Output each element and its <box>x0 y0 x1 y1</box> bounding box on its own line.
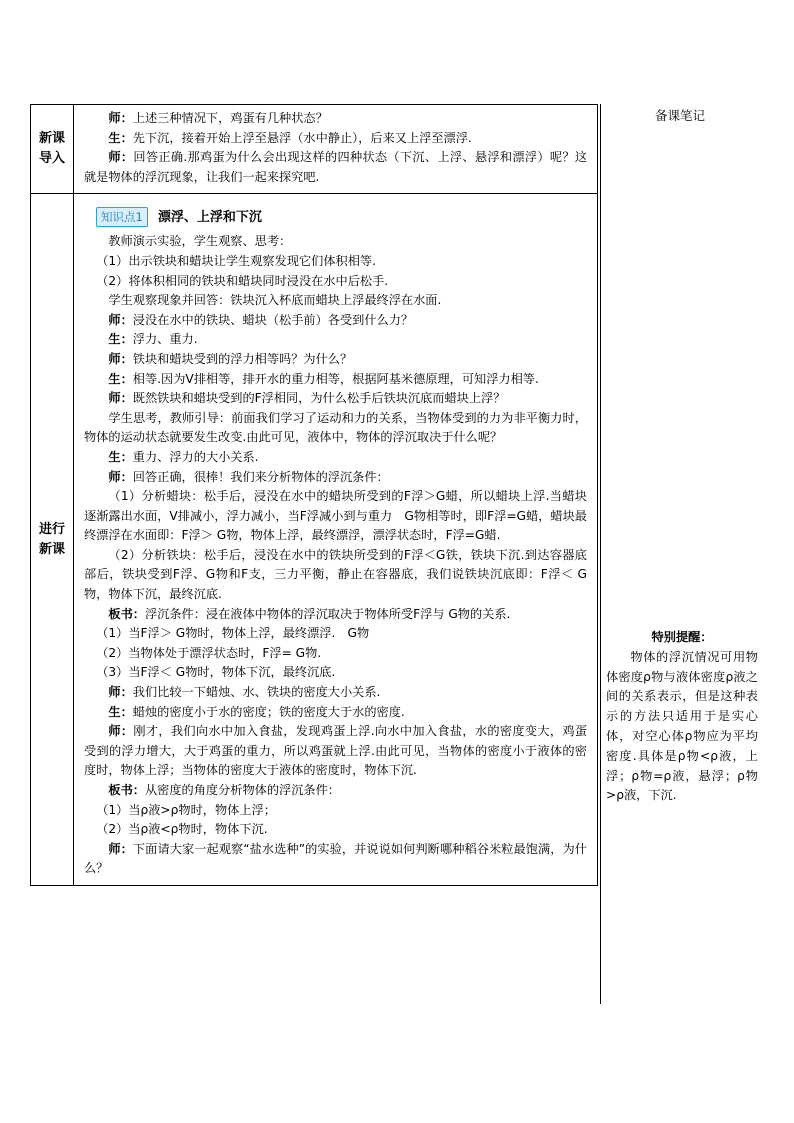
paragraph <box>84 546 587 605</box>
speaker-label: 生： <box>108 332 133 347</box>
paragraph-text: （1）当ρ液>ρ物时，物体上浮； <box>96 802 276 817</box>
paragraph-text: 教师演示实验，学生观察、思考： <box>108 234 292 249</box>
paragraph <box>84 468 587 488</box>
paragraph <box>84 148 587 187</box>
row-label-text: 新课 导入 <box>38 131 65 167</box>
paragraph-text: 重力、浮力的大小关系. <box>132 449 259 464</box>
paragraph-text: 铁块和蜡块受到的浮力相等吗？为什么？ <box>132 351 353 366</box>
paragraph <box>84 624 587 644</box>
paragraph-text: （2）当物体处于漂浮状态时，F浮= G物. <box>96 645 322 660</box>
paragraph-text: （1）出示铁块和蜡块让学生观察发现它们体积相等. <box>96 253 376 268</box>
paragraph-text: （1）分析蜡块：松手后，浸没在水中的蜡块所受到的F浮＞G蜡，所以蜡块上浮.当蜡块逐渐露出水面，V排减小，浮力减小，当F浮减小到与重力 G物相等时，即F浮=G蜡，蜡块最终漂浮在水面即：F浮＞ G物，物体上浮，最终漂浮，漂浮状态时，F浮=G蜡. <box>84 489 587 543</box>
speaker-label: 生： <box>108 371 133 386</box>
paragraph <box>84 311 587 331</box>
paragraph-text: 学生思考，教师引导：前面我们学习了运动和力的关系，当物体受到的力为非平衡力时，物体的运动状态就要发生改变.由此可见，液体中，物体的浮沉取决于什么呢？ <box>84 410 587 445</box>
paragraph <box>84 605 587 625</box>
speaker-label: 师： <box>108 111 133 125</box>
paragraph <box>84 781 587 801</box>
speaker-label: 师： <box>108 391 133 406</box>
paragraph-text: 既然铁块和蜡块受到的F浮相同，为什么松手后铁块沉底而蜡块上浮？ <box>132 391 506 406</box>
paragraph-text: 先下沉，接着开始上浮至悬浮（水中静止），后来又上浮至漂浮. <box>132 130 472 145</box>
paragraph-text: 回答正确.那鸡蛋为什么会出现这样的四种状态（下沉、上浮、悬浮和漂浮）呢？这就是物体的浮沉现象，让我们一起来探究吧. <box>84 150 588 184</box>
paragraph-text: （2）当ρ液<ρ物时，物体下沉. <box>96 822 268 837</box>
row-label-text: 进行 新课 <box>38 521 65 557</box>
paragraph-text: 回答正确，很棒！我们来分析物体的浮沉条件： <box>132 469 389 484</box>
paragraph-text: （1）当F浮＞ G物时，物体上浮，最终漂浮. G物 <box>96 626 370 641</box>
paragraph <box>84 272 587 292</box>
paragraph <box>84 370 587 390</box>
row-label-new-lesson <box>31 194 74 886</box>
speaker-label: 板书： <box>108 606 145 621</box>
paragraph <box>84 820 587 840</box>
speaker-label: 师： <box>108 469 133 484</box>
row-content-intro <box>74 105 598 194</box>
speaker-label: 板书： <box>108 783 145 797</box>
speaker-label: 生： <box>108 130 133 145</box>
paragraph-text: 蜡烛的密度小于水的密度；铁的密度大于水的密度. <box>132 704 405 719</box>
speaker-label: 师： <box>108 351 133 366</box>
speaker-label: 生： <box>108 704 133 719</box>
paragraph-text: 下面请大家一起观察“盐水选种”的实验，并说说如何判断哪种稻谷米粒最饱满，为什么？ <box>84 841 587 876</box>
paragraph-text: 浸没在水中的铁块、蜡块（松手前）各受到什么力？ <box>132 312 414 327</box>
paragraph-text: 学生观察现象并回答：铁块沉入杯底而蜡块上浮最终浮在水面. <box>108 293 442 308</box>
notes-heading: 备课笔记 <box>654 108 705 123</box>
speaker-label: 师： <box>108 312 133 327</box>
paragraph-text: （2）将体积相同的铁块和蜡块同时浸没在水中后松手. <box>96 273 389 288</box>
paragraph <box>84 644 587 664</box>
paragraph <box>84 330 587 350</box>
paragraph <box>84 409 587 448</box>
paragraph <box>84 232 587 252</box>
row-content-new-lesson <box>74 194 598 886</box>
table-row <box>31 105 598 194</box>
row-label-intro <box>31 105 74 194</box>
paragraph <box>84 703 587 723</box>
speaker-label: 师： <box>108 724 134 739</box>
speaker-label: 师： <box>108 841 133 856</box>
paragraph-text: 我们比较一下蜡烛、水、铁块的密度大小关系. <box>132 685 381 700</box>
paragraph <box>84 683 587 703</box>
paragraph <box>84 389 587 409</box>
paragraph-text: （2）分析铁块：松手后，浸没在水中的铁块所受到的F浮＜G铁，铁块下沉.到达容器底部后，铁块受到F浮、G物和F支，三力平衡，静止在容器底，我们说铁块沉底即：F浮＜ G物，物体下沉，最终沉底. <box>84 547 587 602</box>
table-row <box>31 194 598 886</box>
lesson-table <box>30 104 598 886</box>
paragraph-text: （3）当F浮＜ G物时，物体下沉，最终沉底. <box>96 665 336 680</box>
tip-title: 特别提醒： <box>651 630 713 644</box>
paragraph <box>84 291 587 311</box>
tip-body: 物体的浮沉情况可用物体密度ρ物与液体密度ρ液之间的关系表示，但是这种表示的方法只适用于是实心体，对空心体ρ物应为平均密度.具体是ρ物<ρ液，上浮；ρ物=ρ液，悬浮；ρ物>ρ液，下沉. <box>606 649 758 803</box>
paragraph-text: 浮力、重力. <box>132 332 198 347</box>
paragraph <box>84 109 587 129</box>
knowledge-point-badge: 知识点1 <box>96 207 148 227</box>
paragraph-text: 上述三种情况下，鸡蛋有几种状态？ <box>132 111 328 125</box>
paragraph <box>84 448 587 468</box>
paragraph <box>84 487 587 546</box>
speaker-label: 师： <box>108 685 133 700</box>
paragraph <box>84 350 587 370</box>
paragraph-text: 从密度的角度分析物体的浮沉条件： <box>144 783 340 797</box>
paragraph <box>84 129 587 149</box>
paragraph <box>84 252 587 272</box>
paragraph <box>84 722 587 781</box>
speaker-label: 生： <box>108 449 133 464</box>
knowledge-point-heading <box>96 206 587 228</box>
paragraph-text: 相等.因为V排相等，排开水的重力相等，根据阿基米德原理，可知浮力相等. <box>132 371 539 386</box>
special-tip <box>606 628 758 806</box>
paragraph <box>84 840 587 879</box>
paragraph <box>84 663 587 683</box>
notes-column-divider <box>600 104 601 1004</box>
paragraph-text: 浮沉条件：浸在液体中物体的浮沉取决于物体所受F浮与 G物的关系. <box>144 606 511 621</box>
paragraph-text: 刚才，我们向水中加入食盐，发现鸡蛋上浮.向水中加入食盐，水的密度变大，鸡蛋受到的浮力增大，大于鸡蛋的重力，所以鸡蛋就上浮.由此可见，当物体的密度小于液体的密度时，物体上浮；当物体的密度大于液体的密度时，物体下沉. <box>84 724 588 778</box>
paragraph <box>84 801 587 821</box>
knowledge-point-title: 漂浮、上浮和下沉 <box>157 209 262 225</box>
speaker-label: 师： <box>108 150 134 165</box>
